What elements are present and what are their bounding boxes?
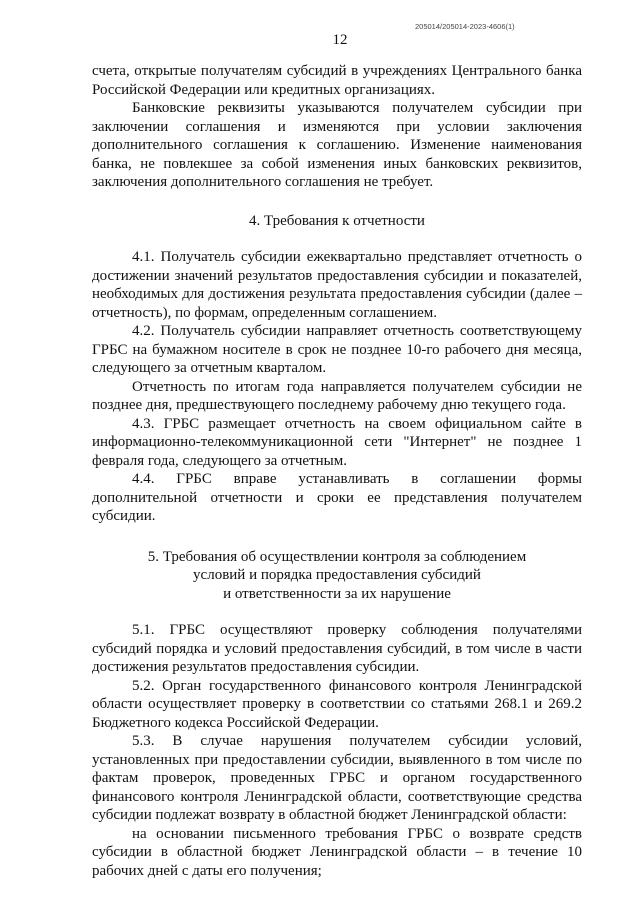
page-number: 12 (332, 32, 348, 48)
document-id: 205014/205014-2023-4606(1) (415, 22, 515, 31)
section-5-title-line: 5. Требования об осуществлении контроля за соблюдением (147, 548, 527, 565)
paragraph-4-3: 4.3. ГРБС размещает отчетность на своем официальном сайте в информационно-телекоммуникационной сети "Интернет" не позднее 1 февраля года, следующего за отчетным. (92, 415, 582, 469)
paragraph-bank-details: Банковские реквизиты указываются получателем субсидии при заключении соглашения и изменяются при условии заключения дополнительного соглашения к соглашению. Изменение наименования банка, не повлекшее за собой изменения иных банковских реквизитов, заключения дополнительного соглашения не требует. (92, 100, 582, 190)
section-5-title-line: условий и порядка предоставления субсидий (193, 567, 481, 583)
paragraph-5-2: 5.2. Орган государственного финансового контроля Ленинградской области осуществляет проверку в соответствии со статьями 268.1 и 269.2 Бюджетного кодекса Российской Федерации. (92, 677, 582, 731)
paragraph-5-3: 5.3. В случае нарушения получателем субсидии условий, установленных при предоставлении субсидии, выявленного в том числе по фактам проверок, проведенных ГРБС и органом государственного финансового контроля Ленинградской области, соответствующие средства субсидии подлежат возврату в областной бюджет Ленинградской области: (92, 733, 582, 823)
document-body (92, 62, 582, 880)
paragraph-4-4: 4.4. ГРБС вправе устанавливать в соглашении формы дополнительной отчетности и сроки ее представления получателем субсидии. (92, 471, 582, 524)
section-5-title (92, 548, 582, 604)
paragraph-bank-accounts: счета, открытые получателям субсидий в учреждениях Центрального банка Российской Федерации или кредитных организациях. (92, 63, 582, 98)
paragraph-4-1: 4.1. Получатель субсидии ежеквартально представляет отчетность о достижении значений результатов предоставления субсидии и показателей, необходимых для достижения результата предоставления субсидии (далее – отчетность), по формам, определенным соглашением. (92, 249, 582, 321)
section-5-title-line: и ответственности за их нарушение (223, 585, 451, 602)
section-4-title: 4. Требования к отчетности (249, 212, 425, 229)
paragraph-5-3-refund: на основании письменного требования ГРБС о возврате средств субсидии в областной бюджет Ленинградской области – в течение 10 рабочих дней с даты его получения; (92, 825, 582, 879)
paragraph-4-2-annual: Отчетность по итогам года направляется получателем субсидии не позднее дня, предшествующего последнему рабочему дню текущего года. (92, 378, 582, 413)
paragraph-5-1: 5.1. ГРБС осуществляют проверку соблюдения получателями субсидий порядка и условий предоставления субсидий, в том числе в части достижения результатов предоставления субсидии. (92, 622, 582, 675)
paragraph-4-2: 4.2. Получатель субсидии направляет отчетность соответствующему ГРБС на бумажном носителе в срок не позднее 10-го рабочего дня месяца, следующего за отчетным кварталом. (92, 323, 582, 376)
